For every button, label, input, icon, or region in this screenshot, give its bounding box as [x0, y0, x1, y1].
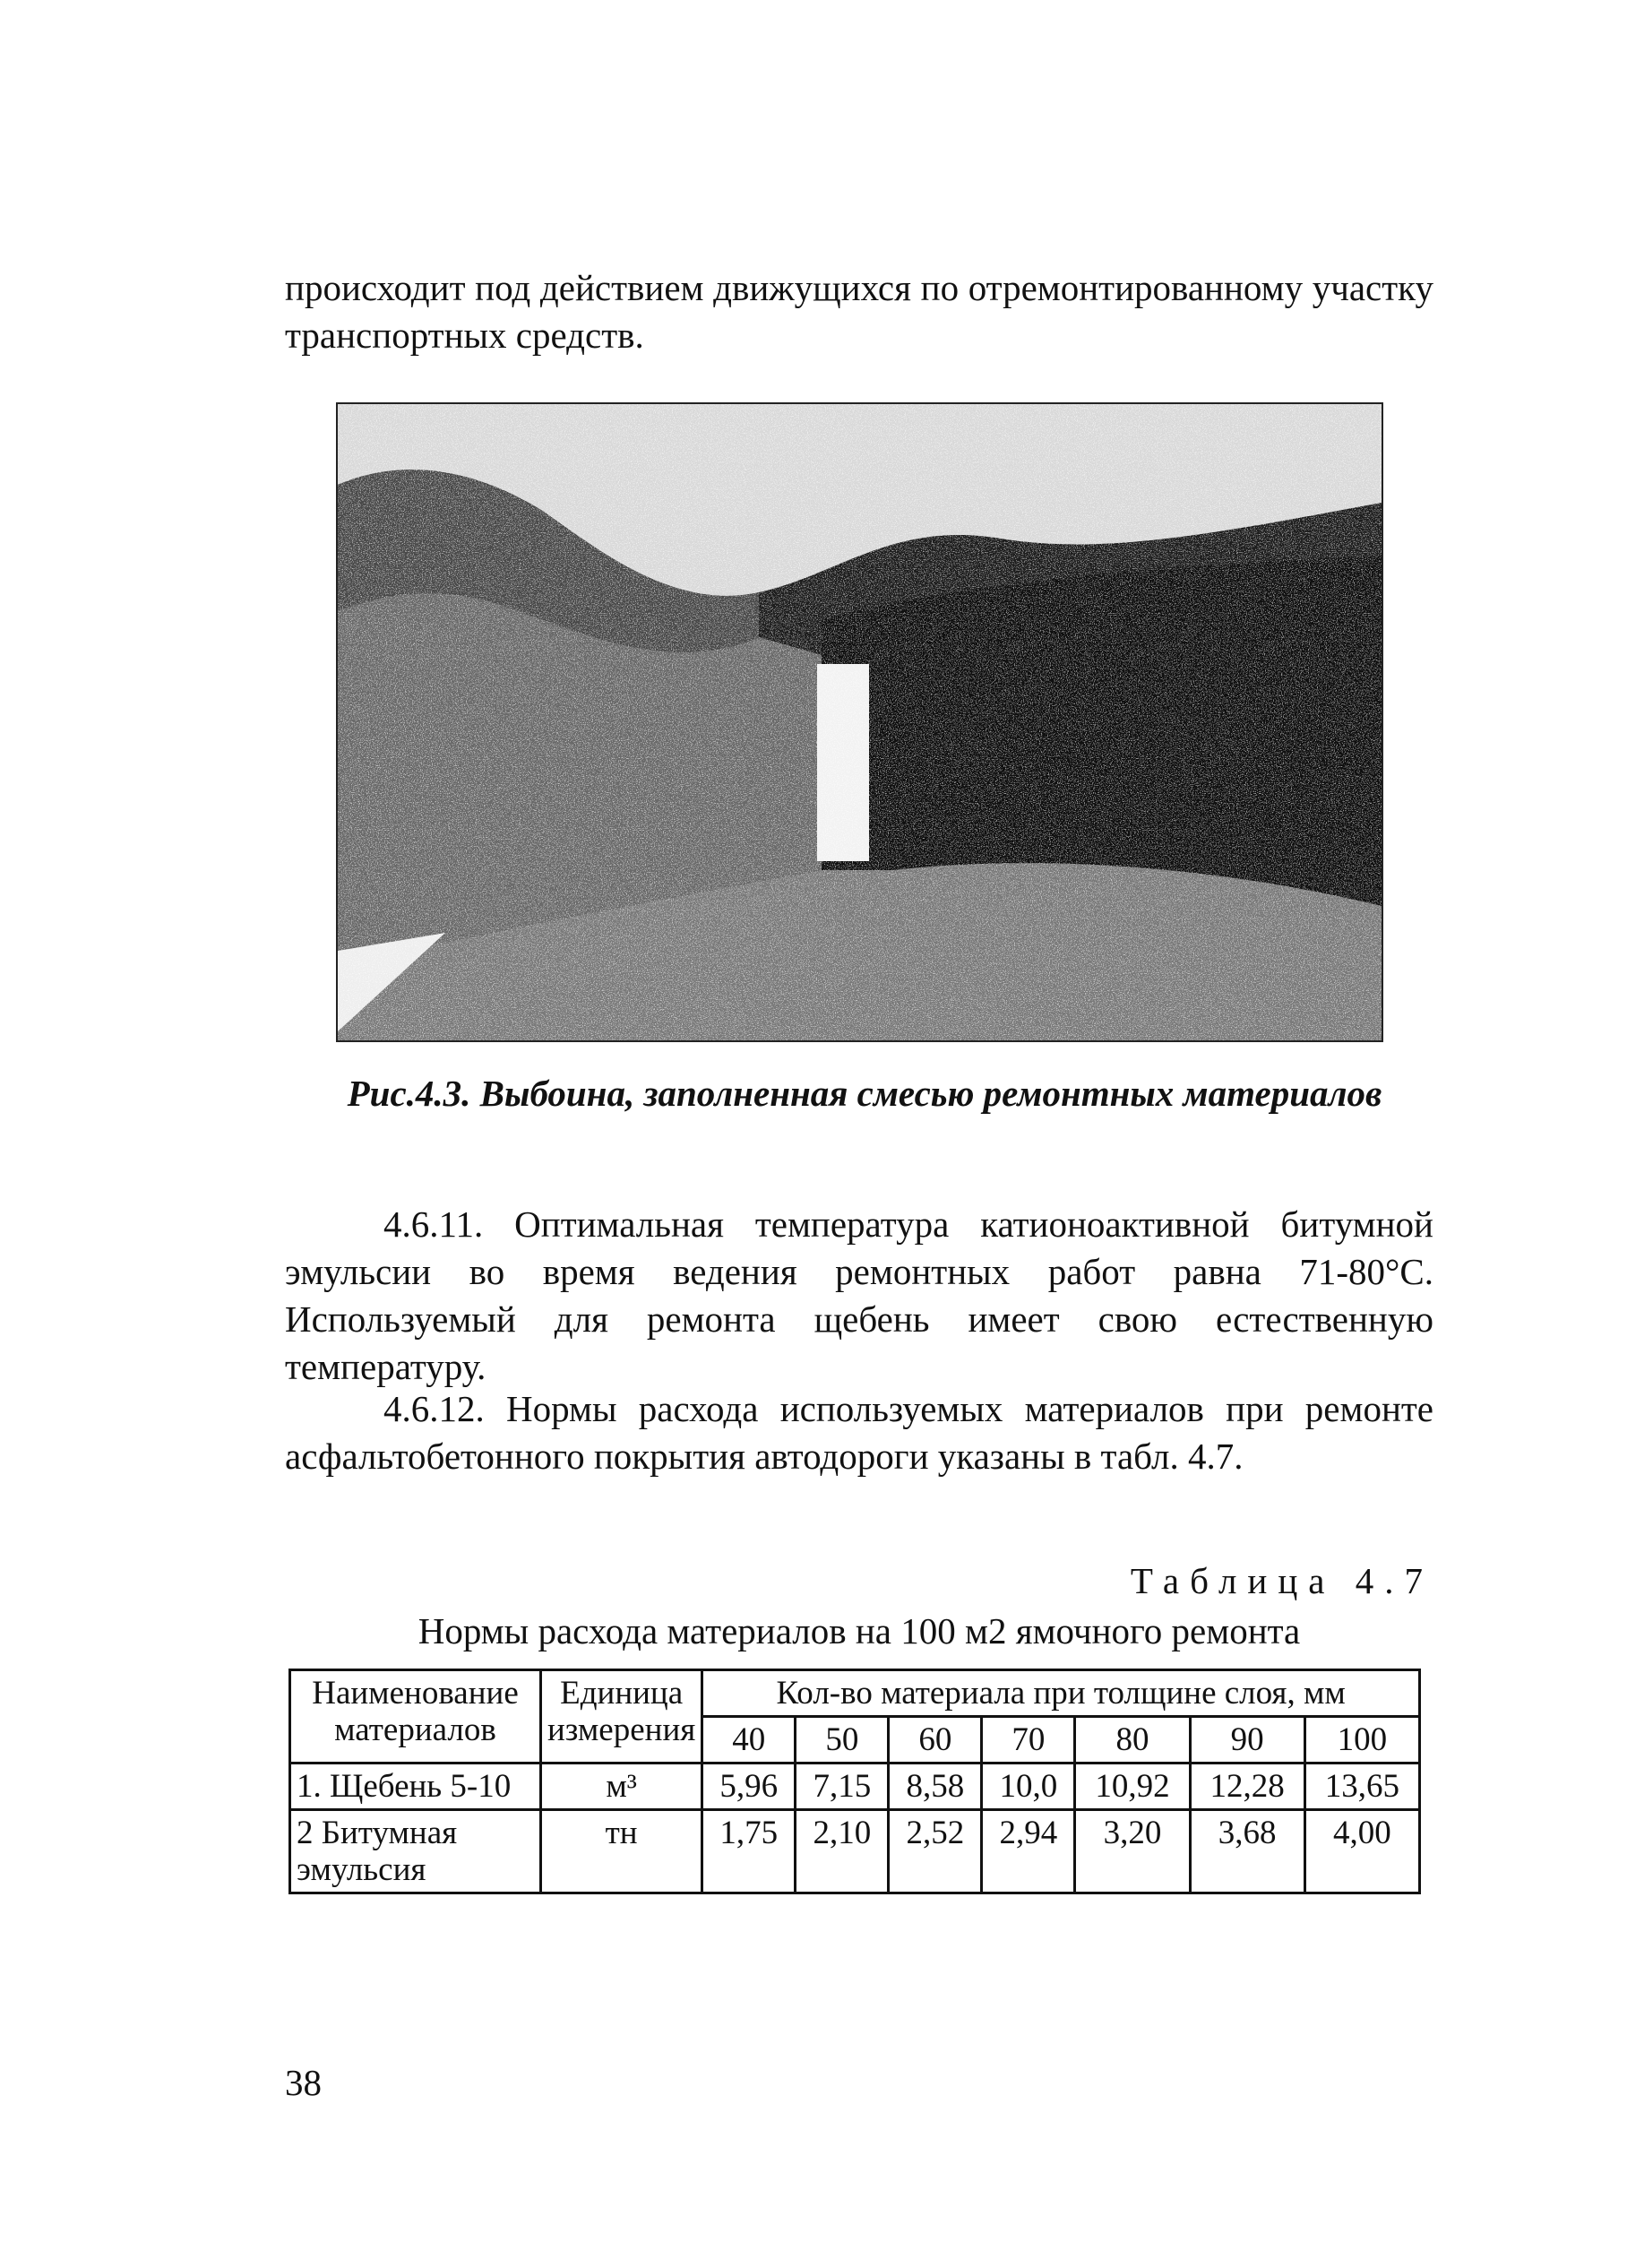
table-header-row — [290, 1670, 1420, 1717]
header-thickness: 80 — [1075, 1717, 1190, 1764]
header-thickness: 90 — [1190, 1717, 1304, 1764]
header-material-name: Наименование материалов — [290, 1670, 541, 1764]
row-material-name: 1. Щебень 5-10 — [290, 1764, 541, 1810]
table-row — [290, 1810, 1420, 1893]
row-value: 5,96 — [702, 1764, 796, 1810]
materials-norms-table — [288, 1669, 1421, 1894]
header-thickness: 100 — [1304, 1717, 1419, 1764]
header-thickness: 50 — [796, 1717, 889, 1764]
header-thickness: 60 — [889, 1717, 982, 1764]
pothole-photo — [336, 402, 1383, 1042]
row-value: 13,65 — [1304, 1764, 1419, 1810]
row-value: 12,28 — [1190, 1764, 1304, 1810]
table-title: Нормы расхода материалов на 100 м2 ямочного ремонта — [418, 1610, 1301, 1651]
row-value: 3,68 — [1190, 1810, 1304, 1893]
row-value: 3,20 — [1075, 1810, 1190, 1893]
table-label: Таблица 4.7 — [1130, 1560, 1433, 1601]
header-quantity: Кол-во материала при толщине слоя, мм — [702, 1670, 1420, 1717]
row-value: 2,52 — [889, 1810, 982, 1893]
row-value: 2,94 — [982, 1810, 1075, 1893]
header-thickness: 70 — [982, 1717, 1075, 1764]
row-value: 1,75 — [702, 1810, 796, 1893]
row-value: 10,0 — [982, 1764, 1075, 1810]
row-value: 2,10 — [796, 1810, 889, 1893]
table-row — [290, 1764, 1420, 1810]
row-unit: м³ — [541, 1764, 702, 1810]
pothole-photo-image — [338, 404, 1382, 1040]
row-value: 4,00 — [1304, 1810, 1419, 1893]
paragraph-4-6-12: 4.6.12. Нормы расхода используемых материалов при ремонте асфальтобетонного покрытия автодороги указаны в табл. 4.7. — [285, 1388, 1433, 1477]
intro-text: происходит под действием движущихся по отремонтированному участку транспортных средств. — [285, 267, 1433, 356]
row-value: 10,92 — [1075, 1764, 1190, 1810]
header-unit: Единица измерения — [541, 1670, 702, 1764]
row-value: 8,58 — [889, 1764, 982, 1810]
row-value: 7,15 — [796, 1764, 889, 1810]
header-thickness: 40 — [702, 1717, 796, 1764]
page-number: 38 — [285, 2062, 322, 2103]
row-material-name: 2 Битумная эмульсия — [290, 1810, 541, 1893]
paragraph-4-6-11: 4.6.11. Оптимальная температура катионоактивной битумной эмульсии во время ведения ремонтных работ равна 71-80°С. Используемый для ремонта щебень имеет свою естественную температуру. — [285, 1203, 1433, 1387]
figure-caption: Рис.4.3. Выбоина, заполненная смесью ремонтных материалов — [347, 1073, 1382, 1114]
row-unit: тн — [541, 1810, 702, 1893]
